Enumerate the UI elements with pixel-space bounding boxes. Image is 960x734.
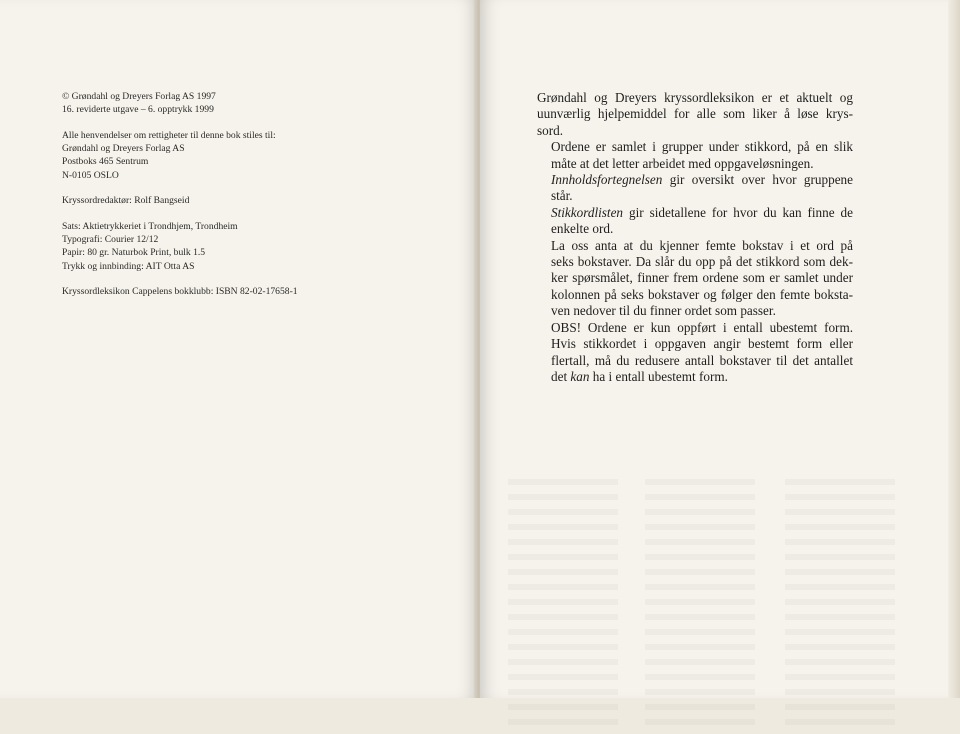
- text-fragment: gir sidetallene for hvor du kan finne de: [623, 204, 853, 220]
- intro-paragraph: [537, 90, 853, 139]
- contents-term: Innholdsfortegnelsen: [551, 172, 663, 188]
- grouping-paragraph: [537, 139, 853, 172]
- text-line: OBS! Ordene er kun oppført i entall ubestemt form.: [551, 319, 853, 335]
- show-through-column: [508, 470, 618, 734]
- text-line: flertall, må du redusere antall bokstaver til det antallet: [551, 352, 853, 368]
- typesetting-line: Sats: Aktietrykkeriet i Trondhjem, Trondheim: [62, 220, 238, 232]
- text-fragment: ha i entall ubestemt form.: [589, 368, 728, 384]
- text-line: sord.: [537, 122, 564, 138]
- copyright-block: [62, 90, 462, 116]
- text-line: kolonnen på seks bokstaver og følger den femte boksta-: [551, 286, 853, 302]
- text-line: ker spørsmålet, finner frem ordene som er samlet under: [551, 270, 853, 286]
- printing-line: Trykk og innbinding: AIT Otta AS: [62, 260, 195, 272]
- rights-block: [62, 129, 462, 182]
- rights-line: Alle henvendelser om rettigheter til denne bok stiles til:: [62, 129, 276, 141]
- contents-paragraph: [537, 172, 853, 205]
- isbn-line: Kryssordleksikon Cappelens bokklubb: ISBN 82-02-17658-1: [62, 286, 298, 298]
- text-line: La oss anta at du kjenner femte bokstav i et ord på: [551, 237, 853, 253]
- postbox-line: Postboks 465 Sentrum: [62, 156, 149, 168]
- intro-text: [537, 90, 853, 385]
- publisher-line: Grøndahl og Dreyers Forlag AS: [62, 143, 185, 155]
- text-line: [537, 205, 853, 221]
- note-paragraph: [537, 320, 853, 386]
- show-through-column: [785, 470, 895, 734]
- typography-line: Typografi: Courier 12/12: [62, 234, 159, 246]
- city-line: N-0105 OSLO: [62, 169, 119, 181]
- copyright-line: © Grøndahl og Dreyers Forlag AS 1997: [62, 91, 216, 102]
- page-edge: [948, 0, 960, 698]
- left-page: [0, 0, 478, 698]
- production-block: [62, 220, 462, 273]
- text-line: Grøndahl og Dreyers kryssordleksikon er et aktuelt og: [537, 90, 853, 105]
- emphasis-word: kan: [570, 368, 590, 384]
- text-line: Hvis stikkordet i oppgaven angir bestemt form eller: [551, 336, 853, 352]
- text-fragment: gir oversikt over hvor gruppene: [662, 172, 853, 188]
- isbn-block: [62, 285, 462, 298]
- show-through-column: [645, 470, 755, 734]
- text-line: enkelte ord.: [551, 221, 614, 237]
- text-line: [537, 172, 853, 188]
- text-line: måte at det letter arbeidet med oppgaveløsningen.: [551, 155, 814, 171]
- text-line: uunværlig hjelpemiddel for alle som liker å løse krys-: [537, 106, 853, 122]
- usage-paragraph: [537, 238, 853, 320]
- text-line: ven nedover til du finner ordet som passer.: [551, 303, 776, 319]
- text-line: [537, 369, 853, 385]
- text-line: står.: [551, 188, 573, 204]
- text-line: Ordene er samlet i grupper under stikkord, på en slik: [551, 139, 853, 155]
- index-term: Stikkordlisten: [551, 204, 624, 220]
- editor-line: Kryssordredaktør: Rolf Bangseid: [62, 195, 190, 207]
- editor-block: [62, 194, 462, 207]
- paper-line: Papir: 80 gr. Naturbok Print, bulk 1.5: [62, 247, 206, 259]
- text-line: seks bokstaver. Da slår du opp på det stikkord som dek-: [551, 254, 853, 270]
- text-fragment: det: [551, 368, 571, 384]
- edition-line: 16. reviderte utgave – 6. opptrykk 1999: [62, 104, 214, 116]
- colophon: [62, 90, 462, 311]
- index-paragraph: [537, 205, 853, 238]
